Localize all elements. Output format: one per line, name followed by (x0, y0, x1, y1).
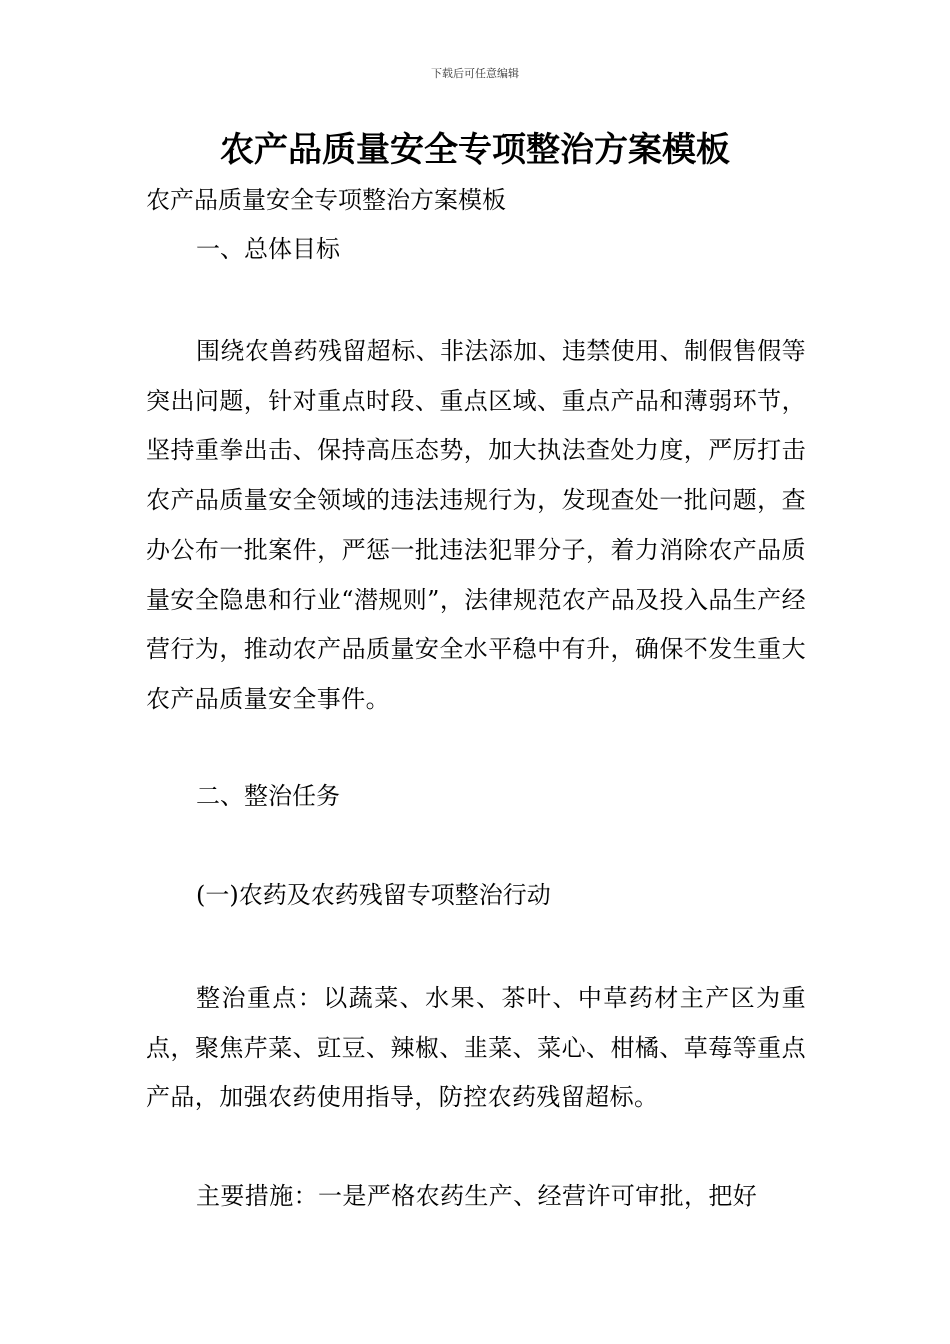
paragraph-overall-goal: 围绕农兽药残留超标、非法添加、违禁使用、制假售假等突出问题，针对重点时段、重点区域、重点产品和薄弱环节，坚持重拳出击、保持高压态势，加大执法查处力度，严厉打击农产品质量安全领域的违法违规行为，发现查处一批问题，查办公布一批案件，严惩一批违法犯罪分子，着力消除农产品质量安全隐患和行业“潜规则”，法律规范农产品及投入品生产经营行为，推动农产品质量安全水平稳中有升，确保不发生重大农产品质量安全事件。 (146, 337, 806, 713)
paragraph-focus: 整治重点：以蔬菜、水果、茶叶、中草药材主产区为重点，聚焦芹菜、豇豆、辣椒、韭菜、菜心、柑橘、草莓等重点产品，加强农药使用指导，防控农药残留超标。 (146, 984, 806, 1112)
paragraph-measures: 主要措施：一是严格农药生产、经营许可审批，把好 (196, 1182, 758, 1210)
document-subtitle: 农产品质量安全专项整治方案模板 (146, 186, 506, 214)
section-heading-tasks: 二、整治任务 (196, 782, 340, 810)
subsection-heading-pesticide: (一)农药及农药残留专项整治行动 (196, 881, 551, 909)
section-heading-overall-goal: 一、总体目标 (196, 235, 340, 263)
header-note: 下载后可任意编辑 (431, 67, 519, 80)
document-title: 农产品质量安全专项整治方案模板 (220, 130, 730, 170)
